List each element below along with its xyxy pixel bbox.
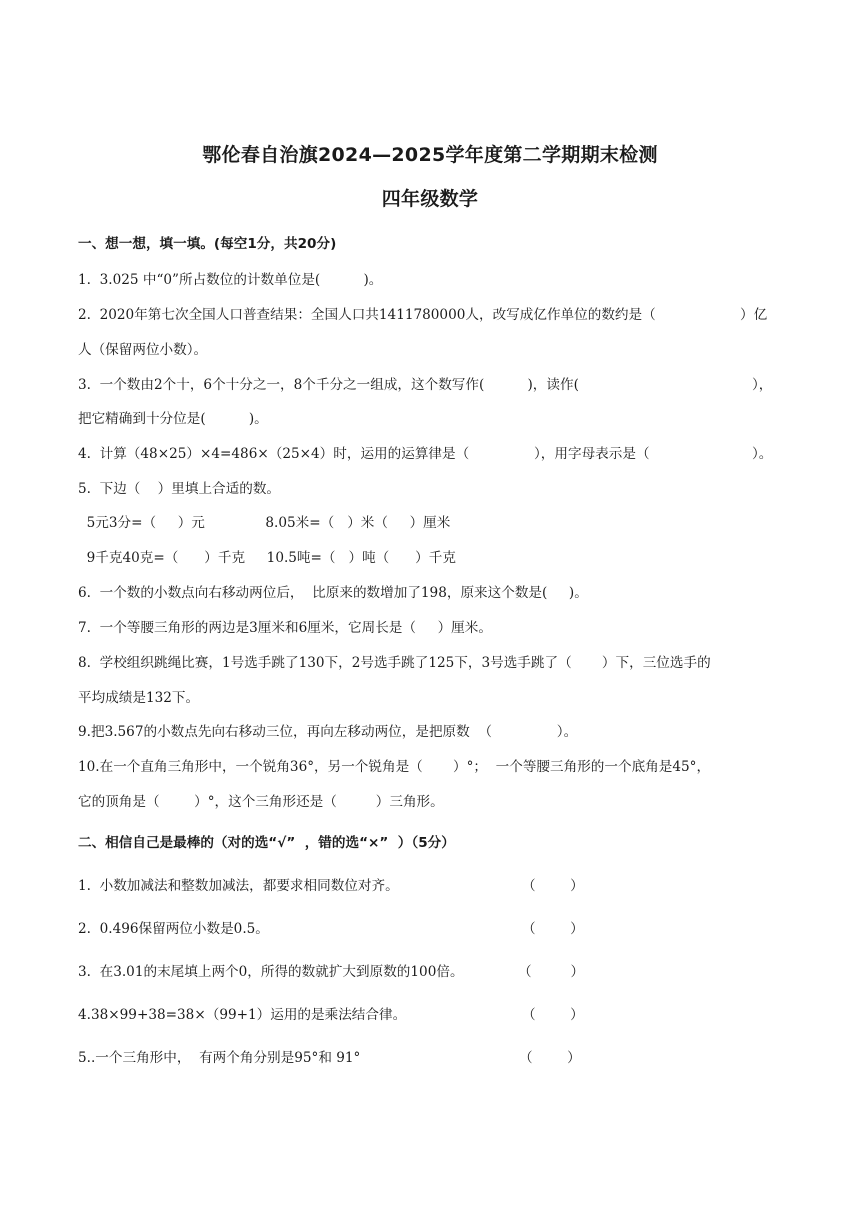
judge-item-1-answer: （ ） [522, 878, 584, 894]
judge-item-3: 3. 在3.01的末尾填上两个0，所得的数就扩大到原数的100倍。 [78, 964, 464, 980]
judge-item-5: 5..一个三角形中， 有两个角分别是95°和 91° [78, 1050, 361, 1066]
judge-item-4-answer: （ ） [522, 1007, 584, 1023]
question-4: 4. 计算（48×25）×4=486×（25×4）时，运用的运算律是（ ），用字母表示是（ [78, 446, 650, 462]
judge-item-2: 2. 0.496保留两位小数是0.5。 [78, 921, 269, 937]
section1-heading: 一、想一想，填一填。(每空1分，共20分) [78, 236, 337, 252]
question-8-cont: 平均成绩是132下。 [78, 690, 200, 706]
question-2: 2. 2020年第七次全国人口普查结果：全国人口共1411780000人，改写成亿作单位的数约是（ [78, 307, 656, 323]
question-5-row-1: 5元3分=（ ）元 8.05米=（ ）米（ ）厘米 [78, 515, 451, 531]
judge-item-3-answer: （ ） [518, 964, 585, 980]
question-8: 8. 学校组织跳绳比赛，1号选手跳了130下，2号选手跳了125下，3号选手跳了（ ）下，三位选手的 [78, 655, 711, 671]
exam-subtitle: 四年级数学 [381, 188, 479, 210]
question-4-tail: ）。 [752, 446, 773, 462]
question-5-row-2: 9千克40克=（ ）千克 10.5吨=（ ）吨（ ）千克 [78, 550, 456, 566]
question-3: 3. 一个数由2个十，6个十分之一，8个千分之一组成，这个数写作( )，读作( [78, 377, 579, 393]
judge-item-4: 4.38×99+38=38×（99+1）运用的是乘法结合律。 [78, 1007, 407, 1023]
question-7: 7. 一个等腰三角形的两边是3厘米和6厘米，它周长是（ ）厘米。 [78, 620, 492, 636]
question-9: 9.把3.567的小数点先向右移动三位，再向左移动两位，是把原数 （ ）。 [78, 724, 578, 740]
question-6: 6. 一个数的小数点向右移动两位后， 比原来的数增加了198，原来这个数是( )。 [78, 585, 588, 601]
judge-item-5-answer: （ ） [519, 1050, 581, 1066]
question-10: 10.在一个直角三角形中，一个锐角36°，另一个锐角是（ ）°； 一个等腰三角形的一个底角是45°， [78, 759, 711, 775]
judge-item-2-answer: （ ） [522, 921, 584, 937]
question-2-tail: ）亿 [740, 307, 768, 323]
question-3-cont: 把它精确到十分位是( )。 [78, 411, 268, 427]
question-3-tail: ）， [752, 377, 773, 393]
question-10-cont: 它的顶角是（ ）°，这个三角形还是（ ）三角形。 [78, 794, 444, 810]
judge-item-1: 1. 小数加减法和整数加减法，都要求相同数位对齐。 [78, 878, 399, 894]
question-2-cont: 人（保留两位小数）。 [78, 342, 208, 358]
question-1: 1. 3.025 中“0”所占数位的计数单位是( )。 [78, 272, 383, 288]
section2-heading: 二、相信自己是最棒的（对的选“√” ，错的选“×” ）（5分） [78, 835, 455, 851]
question-5: 5. 下边（ ）里填上合适的数。 [78, 481, 281, 497]
exam-title: 鄂伦春自治旗2024—2025学年度第二学期期末检测 [202, 144, 658, 166]
